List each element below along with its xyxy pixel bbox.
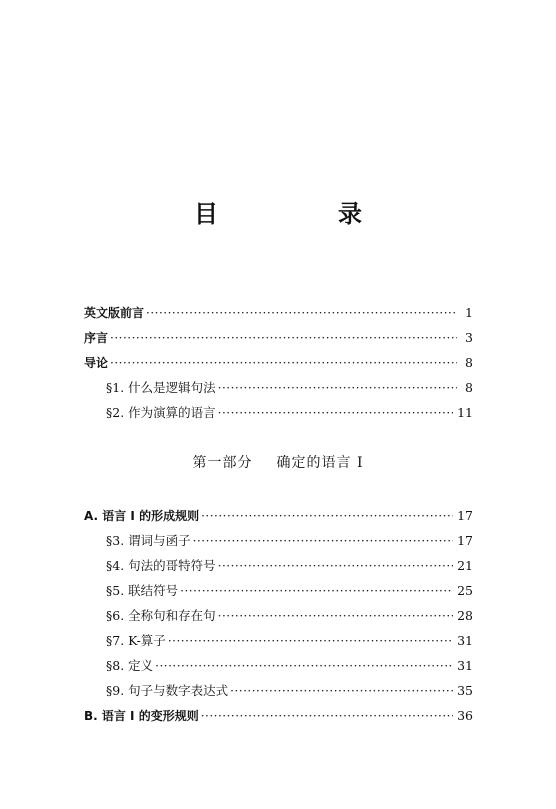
toc-entry-label: §4. 句法的哥特符号 (106, 558, 216, 573)
dot-leader (110, 353, 457, 373)
part-subtitle: 确定的语言 I (276, 455, 364, 471)
toc-entry[interactable] (106, 531, 473, 551)
page-title: 目 录 (194, 200, 410, 228)
toc-entry-label: 序言 (84, 331, 109, 345)
toc-entry-label: §5. 联结符号 (106, 583, 179, 598)
dot-leader (201, 706, 453, 726)
toc-entry-label: A. 语言 I 的形成规则 (84, 509, 200, 523)
toc-entry-label: §6. 全称句和存在句 (106, 608, 216, 623)
dot-leader (146, 303, 457, 323)
toc-entry-label: 导论 (84, 356, 109, 370)
toc-entry-page: 17 (457, 533, 473, 548)
toc-entry[interactable] (106, 581, 473, 601)
toc-entry-label: §8. 定义 (106, 658, 154, 673)
toc-entry[interactable] (106, 681, 473, 701)
toc-entry-label: §3. 谓词与函子 (106, 533, 191, 548)
toc-entry-page: 8 (465, 380, 473, 395)
part-heading (0, 452, 556, 474)
dot-leader (201, 506, 453, 526)
toc-entry-page: 28 (457, 608, 473, 623)
toc-entry-label: §7. K-算子 (106, 633, 166, 648)
toc-entry-page: 1 (465, 305, 473, 320)
toc-entry[interactable] (106, 403, 473, 423)
toc-entry-label: B. 语言 I 的变形规则 (84, 709, 199, 723)
toc-entry-page: 21 (457, 558, 473, 573)
toc-entry-page: 35 (457, 683, 473, 698)
toc-entry-page: 3 (465, 330, 473, 345)
toc-entry-label: §9. 句子与数字表达式 (106, 683, 229, 698)
dot-leader (230, 681, 453, 701)
part-name: 第一部分 (192, 455, 253, 471)
toc-entry[interactable] (84, 353, 473, 373)
toc-entry[interactable] (106, 606, 473, 626)
toc-entry-page: 31 (457, 658, 473, 673)
toc-entry[interactable] (106, 656, 473, 676)
dot-leader (180, 581, 453, 601)
toc-entry-label: §2. 作为演算的语言 (106, 405, 216, 420)
dot-leader (193, 531, 453, 551)
dot-leader (218, 403, 453, 423)
toc-entry[interactable] (84, 706, 473, 726)
toc-entry-page: 8 (465, 355, 473, 370)
toc-entry[interactable] (84, 328, 473, 348)
dot-leader (218, 606, 453, 626)
toc-entry[interactable] (106, 378, 473, 398)
toc-entry-page: 17 (457, 508, 473, 523)
dot-leader (110, 328, 457, 348)
toc-entry[interactable] (84, 506, 473, 526)
dot-leader (218, 556, 453, 576)
toc-entry-page: 25 (457, 583, 473, 598)
toc-entry[interactable] (84, 303, 473, 323)
toc-entry-label: §1. 什么是逻辑句法 (106, 380, 216, 395)
toc-entry-label: 英文版前言 (84, 306, 145, 320)
dot-leader (218, 378, 457, 398)
dot-leader (168, 631, 453, 651)
toc-entry-page: 36 (457, 708, 473, 723)
toc-entry[interactable] (106, 556, 473, 576)
toc-entry[interactable] (106, 631, 473, 651)
dot-leader (155, 656, 453, 676)
toc-entry-page: 31 (457, 633, 473, 648)
toc-entry-page: 11 (457, 405, 473, 420)
